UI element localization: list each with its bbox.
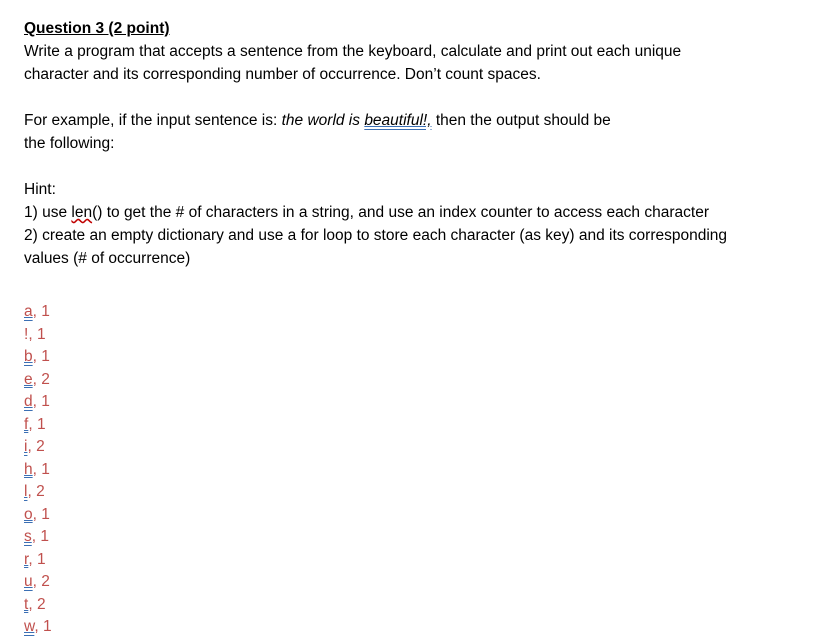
output-separator: , (32, 393, 42, 410)
output-char: o (24, 505, 33, 523)
example-suffix: then the output should be (431, 112, 611, 129)
output-count: 1 (42, 618, 52, 635)
output-count: 1 (41, 303, 50, 320)
output-row (24, 594, 814, 617)
output-char: u (24, 573, 33, 590)
output-row (24, 369, 814, 392)
hint-item-1-func: len (71, 204, 93, 221)
output-row (24, 459, 814, 482)
output-separator: , (32, 348, 42, 365)
output-char: ! (24, 325, 29, 343)
output-count: 2 (41, 573, 50, 590)
output-count: 1 (41, 460, 50, 478)
output-separator: , (34, 618, 43, 635)
question-title: Question 3 (2 point) (24, 20, 170, 37)
output-char: b (24, 348, 33, 365)
output-row (24, 549, 814, 572)
output-separator: , (27, 438, 37, 455)
output-row (24, 526, 814, 549)
output-count: 1 (41, 393, 50, 410)
output-count: 2 (36, 438, 45, 455)
hint-item-2-line-1: 2) create an empty dictionary and use a for loop to store each character (as key) and its corresponding (24, 227, 728, 244)
output-row (24, 391, 814, 414)
output-char: r (24, 550, 29, 568)
hint-item-1 (24, 201, 814, 224)
output-char: s (24, 528, 32, 545)
hint-label: Hint: (24, 181, 56, 198)
output-count: 1 (36, 415, 46, 433)
example-sentence-plain: the world is (281, 112, 365, 129)
output-row (24, 571, 814, 594)
output-list (24, 301, 814, 639)
document-page (24, 18, 814, 639)
hint-item-1-post: () to get the # of characters in a string, and use an index counter to access each character (92, 204, 709, 221)
output-separator: , (27, 483, 37, 500)
output-row (24, 301, 814, 324)
output-row (24, 504, 814, 527)
output-separator: , (28, 325, 37, 343)
output-row (24, 481, 814, 504)
hint-item-1-pre: 1) use (24, 204, 72, 221)
output-char: l (24, 483, 28, 500)
output-separator: , (32, 370, 42, 388)
output-char: w (24, 618, 35, 635)
output-row (24, 616, 814, 639)
output-char: i (24, 438, 28, 455)
output-count: 1 (36, 550, 46, 568)
output-count: 2 (36, 483, 45, 500)
output-char: t (24, 595, 29, 613)
hint-item-2-line-2: values (# of occurrence) (24, 250, 191, 267)
output-char: d (24, 393, 33, 410)
blank-line (24, 86, 814, 109)
example-prefix: For example, if the input sentence is: (24, 112, 282, 129)
blank-line (24, 270, 814, 293)
question-line-2: character and its corresponding number of occurrence. Don’t count spaces. (24, 66, 541, 83)
output-separator: , (32, 460, 42, 478)
output-row (24, 436, 814, 459)
output-char: h (24, 460, 33, 478)
output-count: 1 (41, 348, 50, 365)
output-count: 2 (41, 370, 50, 388)
output-char: a (24, 303, 33, 320)
output-char: f (24, 415, 29, 433)
output-separator: , (32, 303, 42, 320)
example-line-1 (24, 109, 814, 132)
output-separator: , (32, 505, 42, 523)
output-count: 1 (36, 325, 46, 343)
output-count: 2 (36, 595, 46, 613)
example-line-2: the following: (24, 135, 115, 152)
question-line-1: Write a program that accepts a sentence from the keyboard, calculate and print out each unique (24, 43, 682, 60)
output-separator: , (28, 550, 37, 568)
output-count: 1 (40, 528, 49, 545)
output-separator: , (31, 528, 41, 545)
output-separator: , (28, 595, 37, 613)
output-separator: , (28, 415, 37, 433)
example-sentence-marked: beautiful!, (364, 112, 432, 129)
output-count: 1 (41, 505, 50, 523)
output-row (24, 346, 814, 369)
blank-line (24, 155, 814, 178)
output-row (24, 324, 814, 347)
output-char: e (24, 370, 33, 388)
output-separator: , (32, 573, 42, 590)
output-row (24, 414, 814, 437)
